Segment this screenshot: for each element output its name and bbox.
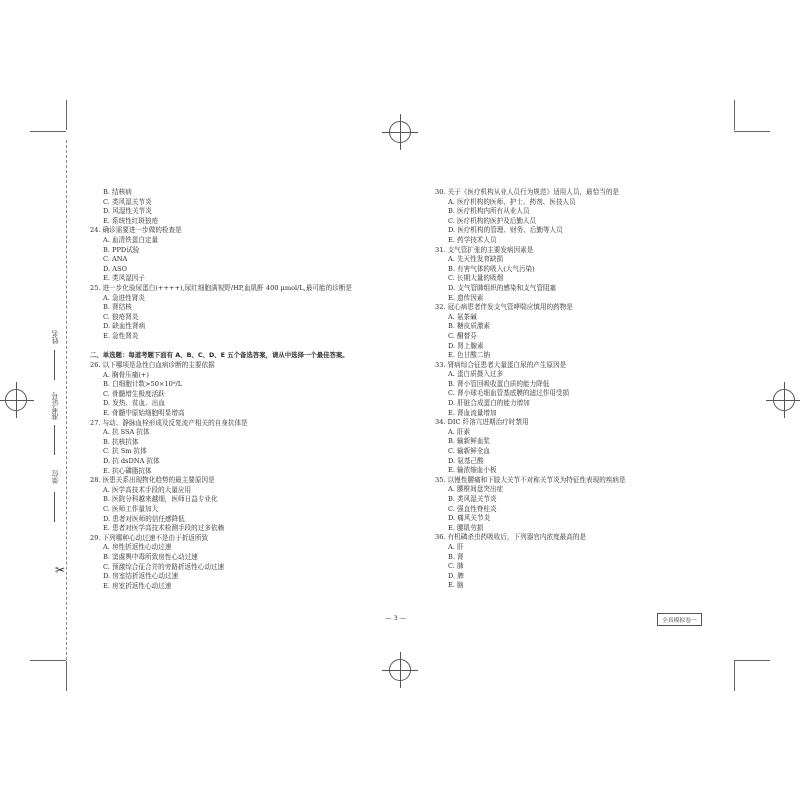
answer-option: D. 抗 dsDNA 抗体 <box>103 457 160 466</box>
page-number: — 3 — <box>385 614 407 622</box>
answer-option: E. 房室折返性心动过速 <box>103 581 172 590</box>
question-stem: 25. 进一步化验尿蛋白(++++),尿红细胞满视野/HP,血肌酐 400 μmol/L,最可能的诊断是 <box>90 283 353 292</box>
unit-label: 单位 <box>51 470 59 484</box>
answer-option: E. 遗传因素 <box>448 293 484 302</box>
left-question-column <box>90 188 390 591</box>
answer-option: B. 结核病 <box>103 188 132 196</box>
registration-mark-bottom <box>389 659 411 681</box>
answer-option: B. 类风湿关节炎 <box>448 495 497 503</box>
answer-option: D. ASO <box>103 264 127 273</box>
crop-tick <box>734 661 735 691</box>
answer-option: D. 医疗机构的管理、财务、后勤等人员 <box>448 226 563 235</box>
answer-option: A. 肝 <box>448 542 464 551</box>
name-label: 姓名 <box>51 330 59 344</box>
crop-tick <box>30 131 66 132</box>
crop-tick <box>734 131 770 132</box>
answer-option: C. 医疗机构的医护及后勤人员 <box>448 216 537 225</box>
answer-option: D. 患者对医师的信任感降低 <box>103 514 185 523</box>
answer-option: C. ANA <box>103 255 128 264</box>
answer-option: A. 房性折返性心动过速 <box>103 543 172 552</box>
answer-option: E. 骨髓中原始细胞明显增高 <box>103 409 185 418</box>
unit-underline <box>54 492 55 522</box>
answer-option: E. 腰肌劳损 <box>448 523 484 532</box>
binding-dashed-line <box>66 140 67 660</box>
section-heading: 二、单选题：每道考题下面有 A、B、C、D、E 五个备选答案，请从中选择一个最佳答案。 <box>90 350 349 359</box>
answer-option: D. 脾 <box>448 571 464 580</box>
ticket-label: 准考证号 <box>51 392 59 420</box>
question-stem: 34. DIC 纤溶亢进期治疗时禁用 <box>435 418 529 427</box>
registration-mark-left <box>5 389 27 411</box>
answer-option: A. 医学高技术手段的大量应用 <box>103 485 192 494</box>
question-stem: 32. 冠心病患者伴发支气管哮喘应慎用的药物是 <box>435 303 573 312</box>
question-stem: 36. 有机磷杀虫药吸收后，下列器官内浓度最高的是 <box>435 533 587 542</box>
ticket-underline <box>54 425 55 455</box>
answer-option: A. 腰椎间盘突出症 <box>448 485 504 494</box>
answer-option: B. 糖皮质激素 <box>448 322 491 331</box>
answer-option: D. 发热、贫血、出血 <box>103 399 165 408</box>
answer-option: E. 抗心磷脂抗体 <box>103 466 152 475</box>
answer-option: A. 肝素 <box>448 427 471 436</box>
name-underline <box>54 350 55 380</box>
answer-option: B. 抗核抗体 <box>103 437 139 446</box>
answer-option: C. 强直性脊柱炎 <box>448 504 497 513</box>
answer-option: E. 脑 <box>448 581 464 590</box>
registration-mark-right <box>773 389 795 411</box>
question-stem: 26. 以下哪项是急性白血病诊断的主要依据 <box>90 361 215 370</box>
answer-option: C. 抗 Sm 抗体 <box>103 447 147 456</box>
answer-option: E. 色甘酸二钠 <box>448 351 490 360</box>
answer-option: D. 缺血性肾病 <box>103 322 146 331</box>
answer-option: B. 肾 <box>448 552 464 561</box>
answer-option: E. 输浓缩血小板 <box>448 466 497 475</box>
crop-tick <box>734 660 770 661</box>
footer-tag: 全真模拟卷一 <box>657 613 702 626</box>
answer-option: B. 输新鲜血浆 <box>448 437 491 446</box>
crop-tick <box>30 660 66 661</box>
answer-option: C. 长期大量的吸烟 <box>448 274 504 283</box>
answer-option: A. 血清铁蛋白定量 <box>103 235 159 244</box>
answer-option: C. 预激综合征合并的旁路折返性心动过速 <box>103 562 225 571</box>
answer-option: B. 医疗机构内所有从业人员 <box>448 207 530 216</box>
answer-option: A. 胸骨压痛(+) <box>103 370 149 379</box>
answer-option: A. 抗 SSA 抗体 <box>103 428 150 437</box>
question-stem: 30. 关于《医疗机构从业人员行为规范》适用人员，最恰当的是 <box>435 188 620 196</box>
answer-option: D. 痛风关节炎 <box>448 514 491 523</box>
answer-option: C. 狼疮肾炎 <box>103 312 139 321</box>
answer-option: C. 酮替芬 <box>448 331 477 340</box>
crop-tick <box>66 100 67 130</box>
answer-option: B. 医院分科越来越细，医师日益专业化 <box>103 495 218 504</box>
question-stem: 27. 与动、静脉血栓形成及反复流产相关的自身抗体是 <box>90 418 248 427</box>
answer-option: A. 蛋白质摄入过多 <box>448 370 504 379</box>
answer-option: D. 支气管肺组织的感染和支气管阻塞 <box>448 283 557 292</box>
question-stem: 31. 支气管扩张的主要发病因素是 <box>435 245 534 254</box>
question-stem: 28. 医患关系出现物化趋势的最主要原因是 <box>90 476 215 485</box>
answer-option: A. 医疗机构的医师、护士、药剂、医技人员 <box>448 197 576 206</box>
answer-option: E. 药学技术人员 <box>448 235 497 244</box>
crop-tick <box>734 100 735 130</box>
answer-option: B. 肾小管回吸收蛋白质的能力降低 <box>448 379 550 388</box>
answer-option: D. 肝脏合成蛋白的能力增加 <box>448 399 530 408</box>
answer-option: B. 肾结核 <box>103 303 132 312</box>
answer-option: D. 房室结折返性心动过速 <box>103 572 179 581</box>
right-question-column <box>435 188 735 591</box>
answer-option: E. 系统性红斑狼疮 <box>103 216 159 225</box>
answer-option: E. 类风湿因子 <box>103 274 145 283</box>
question-stem: 29. 下列哪种心动过速不是由于折返所致 <box>90 533 209 542</box>
answer-option: C. 类风湿关节炎 <box>103 197 152 206</box>
answer-option: E. 急性肾炎 <box>103 331 139 340</box>
answer-option: C. 肺 <box>448 562 464 571</box>
question-stem: 24. 确诊需要进一步做的检查是 <box>90 226 182 235</box>
answer-option: C. 输新鲜全血 <box>448 447 490 456</box>
answer-option: B. 窦處舆中毒所致房性心动过速 <box>103 552 198 561</box>
answer-option: B. 有害气体的吸入(大气污染) <box>448 264 535 273</box>
answer-option: A. 急进性肾炎 <box>103 293 145 302</box>
crop-tick <box>66 661 67 691</box>
answer-option: E. 肾血流量增加 <box>448 408 497 417</box>
answer-option: B. 白细胞计数>50×10⁹/L <box>103 380 183 389</box>
answer-option: C. 医师工作量加大 <box>103 505 159 513</box>
answer-option: D. 肾上腺素 <box>448 341 484 350</box>
answer-option: B. PPD试验 <box>103 245 140 254</box>
registration-mark-top <box>389 121 411 143</box>
answer-option: A. 氨茶碱 <box>448 312 477 321</box>
answer-option: E. 患者对医学高技术检测手段的过多依赖 <box>103 524 225 533</box>
question-stem: 33. 肾病综合征患者大量蛋白尿的产生原因是 <box>435 360 567 369</box>
answer-option: C. 肾小球毛细血管基底膜的滤过作用受损 <box>448 389 570 398</box>
answer-option: D. 风湿性关节炎 <box>103 207 152 216</box>
question-stem: 35. 以慢性腰痛和下肢大关节不对称关节炎为特征性表现的疾病是 <box>435 475 626 484</box>
answer-option: D. 氨基己酸 <box>448 456 484 465</box>
scissors-icon: ✂ <box>55 563 66 577</box>
answer-option: A. 先天性发育缺损 <box>448 255 504 264</box>
answer-option: C. 骨髓增生极度活跃 <box>103 389 165 398</box>
